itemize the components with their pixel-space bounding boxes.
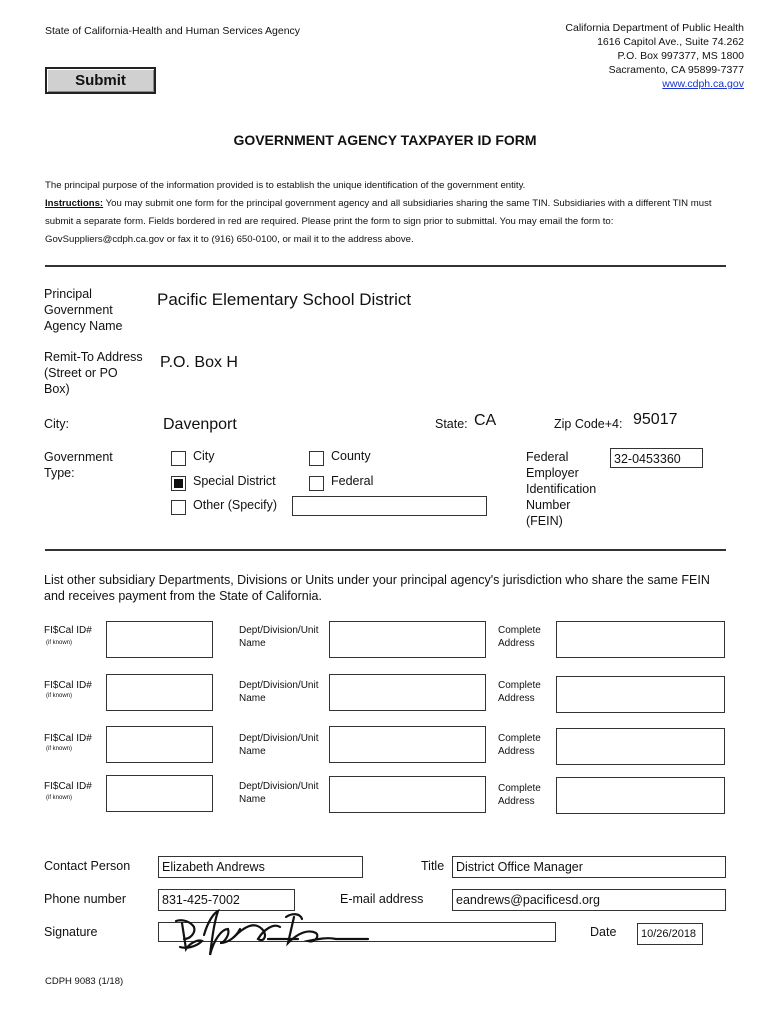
handwritten-signature [168, 899, 388, 961]
fiscal-id-label: FI$Cal ID# [44, 781, 92, 792]
form-title: GOVERNMENT AGENCY TAXPAYER ID FORM [233, 132, 537, 148]
agency-name-field[interactable]: Pacific Elementary School District [157, 290, 412, 309]
dept-name-label: Dept/Division/Unit Name [239, 733, 319, 757]
complete-address-label: Complete Address [498, 680, 541, 704]
fiscal-id-field[interactable] [106, 775, 213, 812]
department-address [565, 21, 744, 91]
if-known-note: (if known) [46, 693, 73, 699]
dept-name-field[interactable] [329, 621, 486, 658]
federal-checkbox[interactable] [309, 476, 324, 491]
form-number: CDPH 9083 (1/18) [45, 976, 124, 987]
fiscal-id-label: FI$Cal ID# [44, 733, 92, 744]
other-checkbox[interactable] [171, 500, 186, 515]
dept-name-field[interactable] [329, 726, 486, 763]
if-known-note: (if known) [46, 795, 73, 801]
email-field[interactable]: eandrews@pacificesd.org [452, 889, 726, 911]
phone-label: Phone number [44, 892, 127, 906]
special-district-option-label: Special District [193, 474, 276, 488]
other-specify-field[interactable] [292, 496, 487, 516]
signature-label: Signature [44, 925, 98, 939]
fiscal-id-label: FI$Cal ID# [44, 625, 92, 636]
dept-name-field[interactable] [329, 776, 486, 813]
intro-text [45, 177, 725, 249]
date-field[interactable]: 10/26/2018 [637, 923, 703, 945]
zip-label: Zip Code+4: [554, 417, 623, 431]
address-line: 1616 Capitol Ave., Suite 74.262 [597, 36, 744, 48]
city-checkbox[interactable] [171, 451, 186, 466]
fiscal-id-label: FI$Cal ID# [44, 680, 92, 691]
complete-address-field[interactable] [556, 676, 725, 713]
special-district-checkbox[interactable] [171, 476, 186, 491]
fein-label: Federal Employer Identification Number (FEIN) [526, 450, 597, 528]
remit-address-field[interactable]: P.O. Box H [160, 354, 238, 371]
address-line: California Department of Public Health [565, 22, 744, 34]
city-field[interactable]: Davenport [163, 416, 237, 433]
complete-address-field[interactable] [556, 728, 725, 765]
contact-person-field[interactable]: Elizabeth Andrews [158, 856, 363, 878]
subsidiaries-heading: List other subsidiary Departments, Divisions or Units under your principal agency's jurisdiction who share the same FEIN and receives payment from the State of California. [44, 573, 710, 603]
fein-field[interactable]: 32-0453360 [610, 448, 703, 468]
submit-button[interactable]: Submit [45, 67, 156, 94]
if-known-note: (if known) [46, 746, 73, 752]
county-option-label: County [331, 449, 371, 463]
government-type-label: Government Type: [44, 450, 113, 480]
dept-name-label: Dept/Division/Unit Name [239, 680, 319, 704]
instructions-text: You may submit one form for the principal government agency and all subsidiaries sharing the same TIN. Subsidiaries with a different TIN must submit a separate form. Fields bordered in red are required. Please print the form to sign prior to submittal. You may email the form to: GovSuppliers@cdph.ca.gov or fax it to (916) 650-0100, or mail it to the address above. [45, 198, 712, 245]
city-option-label: City [193, 449, 215, 463]
other-option-label: Other (Specify) [193, 498, 278, 512]
county-checkbox[interactable] [309, 451, 324, 466]
fiscal-id-field[interactable] [106, 726, 213, 763]
agency-header: State of California-Health and Human Services Agency [45, 25, 301, 37]
state-label: State: [435, 417, 468, 431]
phone-field[interactable]: 831-425-7002 [158, 889, 295, 911]
complete-address-label: Complete Address [498, 625, 541, 649]
complete-address-label: Complete Address [498, 733, 541, 757]
remit-address-label: Remit-To Address (Street or PO Box) [44, 350, 143, 396]
dept-name-field[interactable] [329, 674, 486, 711]
city-label: City: [44, 417, 69, 431]
contact-person-label: Contact Person [44, 859, 131, 873]
website-link[interactable]: www.cdph.ca.gov [662, 78, 744, 90]
instructions-label: Instructions: [45, 198, 104, 209]
address-line: P.O. Box 997377, MS 1800 [617, 50, 744, 62]
divider [45, 549, 726, 551]
title-field[interactable]: District Office Manager [452, 856, 726, 878]
federal-option-label: Federal [331, 474, 374, 488]
dept-name-label: Dept/Division/Unit Name [239, 625, 319, 649]
dept-name-label: Dept/Division/Unit Name [239, 781, 319, 805]
email-label: E-mail address [340, 892, 424, 906]
title-label: Title [421, 859, 445, 873]
complete-address-field[interactable] [556, 777, 725, 814]
complete-address-field[interactable] [556, 621, 725, 658]
zip-field[interactable]: 95017 [633, 411, 678, 428]
address-line: Sacramento, CA 95899-7377 [608, 64, 744, 76]
purpose-text: The principal purpose of the information provided is to establish the unique identification of the government entity. [45, 180, 526, 191]
complete-address-label: Complete Address [498, 783, 541, 807]
fiscal-id-field[interactable] [106, 621, 213, 658]
agency-name-label: Principal Government Agency Name [44, 287, 123, 333]
date-label: Date [590, 925, 617, 939]
fiscal-id-field[interactable] [106, 674, 213, 711]
divider [45, 265, 726, 267]
state-field[interactable]: CA [474, 412, 497, 429]
if-known-note: (if known) [46, 640, 73, 646]
